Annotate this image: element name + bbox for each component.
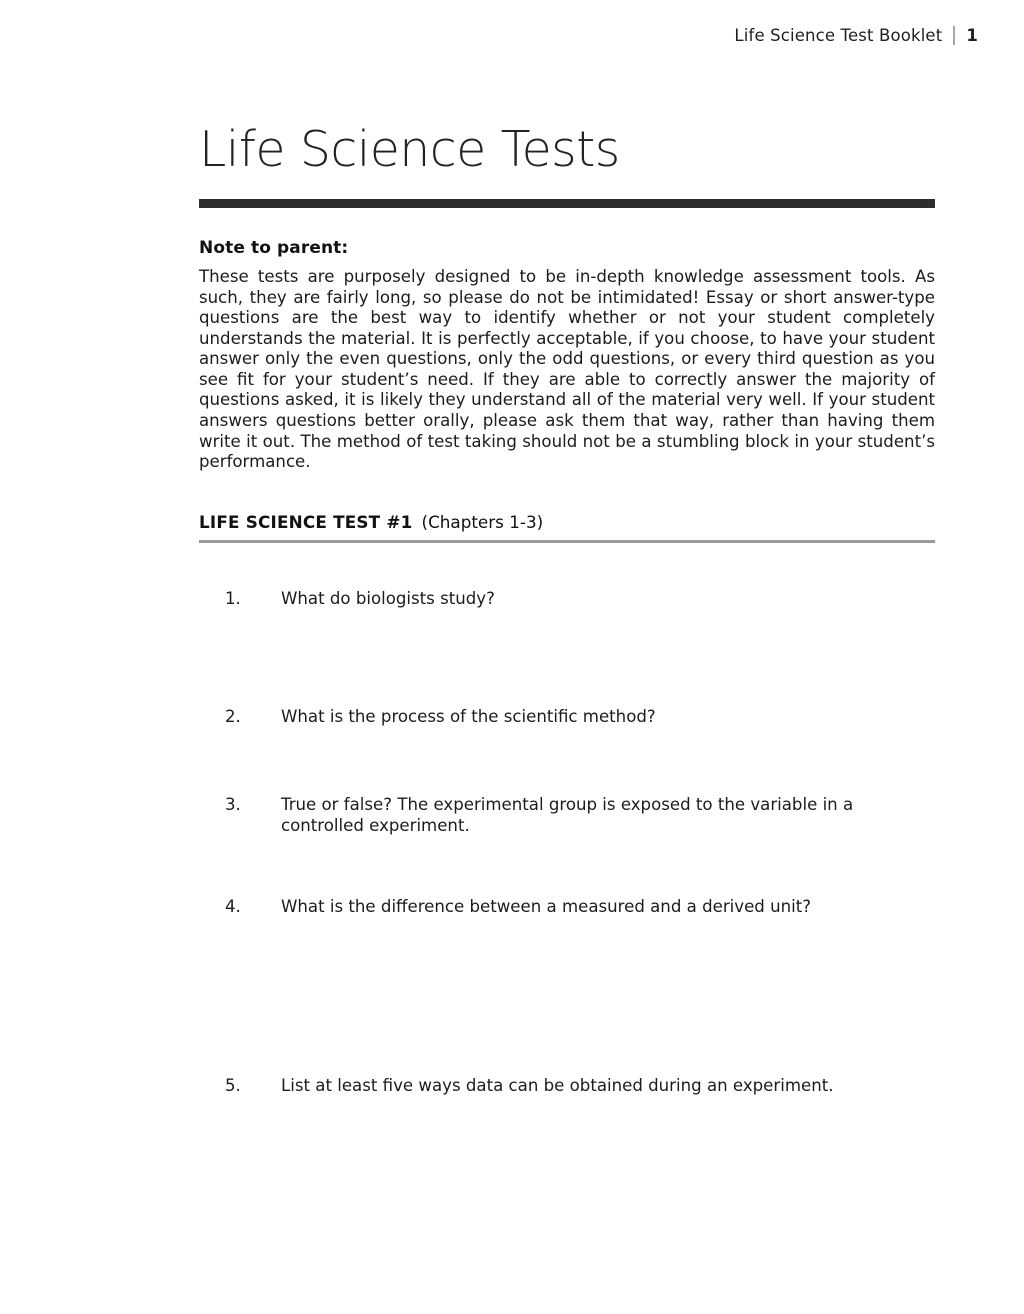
question-number: 5. xyxy=(225,1076,241,1096)
question-text: True or false? The experimental group is exposed to the variable in a controlled experiment. xyxy=(281,794,854,836)
question-item xyxy=(225,588,935,610)
question-number: 2. xyxy=(225,707,241,727)
question-item xyxy=(225,1075,935,1097)
test-section-heading xyxy=(199,473,935,532)
question-text: List at least five ways data can be obtained during an experiment. xyxy=(281,1076,834,1096)
heading-rule-divider xyxy=(199,540,935,543)
question-number: 4. xyxy=(225,896,241,916)
test-chapters: (Chapters 1-3) xyxy=(421,511,544,532)
question-number: 1. xyxy=(225,588,241,608)
question-item xyxy=(225,794,935,837)
question-text: What do biologists study? xyxy=(281,588,495,608)
question-item xyxy=(225,896,935,918)
note-to-parent-label: Note to parent: xyxy=(199,237,349,258)
note-to-parent-body: These tests are purposely designed to be in-depth knowledge assessment tools. As such, they are fairly long, so please do not be intimidated! Essay or short answer-type questions are the best way to identify whether or not your student completely understands the material. It is perfectly acceptable, if you choose, to have your student answer only the even questions, only the odd questions, or every third question as you see fit for your student’s need. If they are able to correctly answer the majority of questions asked, it is likely they understand all of the material very well. If your student answers questions better orally, please ask them that way, rather than having them write it out. The method of test taking should not be a stumbling block in your student’s performance. xyxy=(199,266,935,472)
title-rule-divider xyxy=(199,199,935,208)
question-list xyxy=(199,588,935,1097)
header-divider-icon xyxy=(953,26,955,45)
content-column xyxy=(199,0,935,1097)
question-text: What is the difference between a measured and a derived unit? xyxy=(281,896,812,916)
booklet-title: Life Science Test Booklet xyxy=(734,26,943,45)
question-number: 3. xyxy=(225,794,241,814)
page-title: Life Science Tests xyxy=(199,121,620,178)
question-text: What is the process of the scientific method? xyxy=(281,707,656,727)
question-item xyxy=(225,706,935,728)
page-number: 1 xyxy=(966,26,978,45)
test-name: LIFE SCIENCE TEST #1 xyxy=(199,511,413,532)
